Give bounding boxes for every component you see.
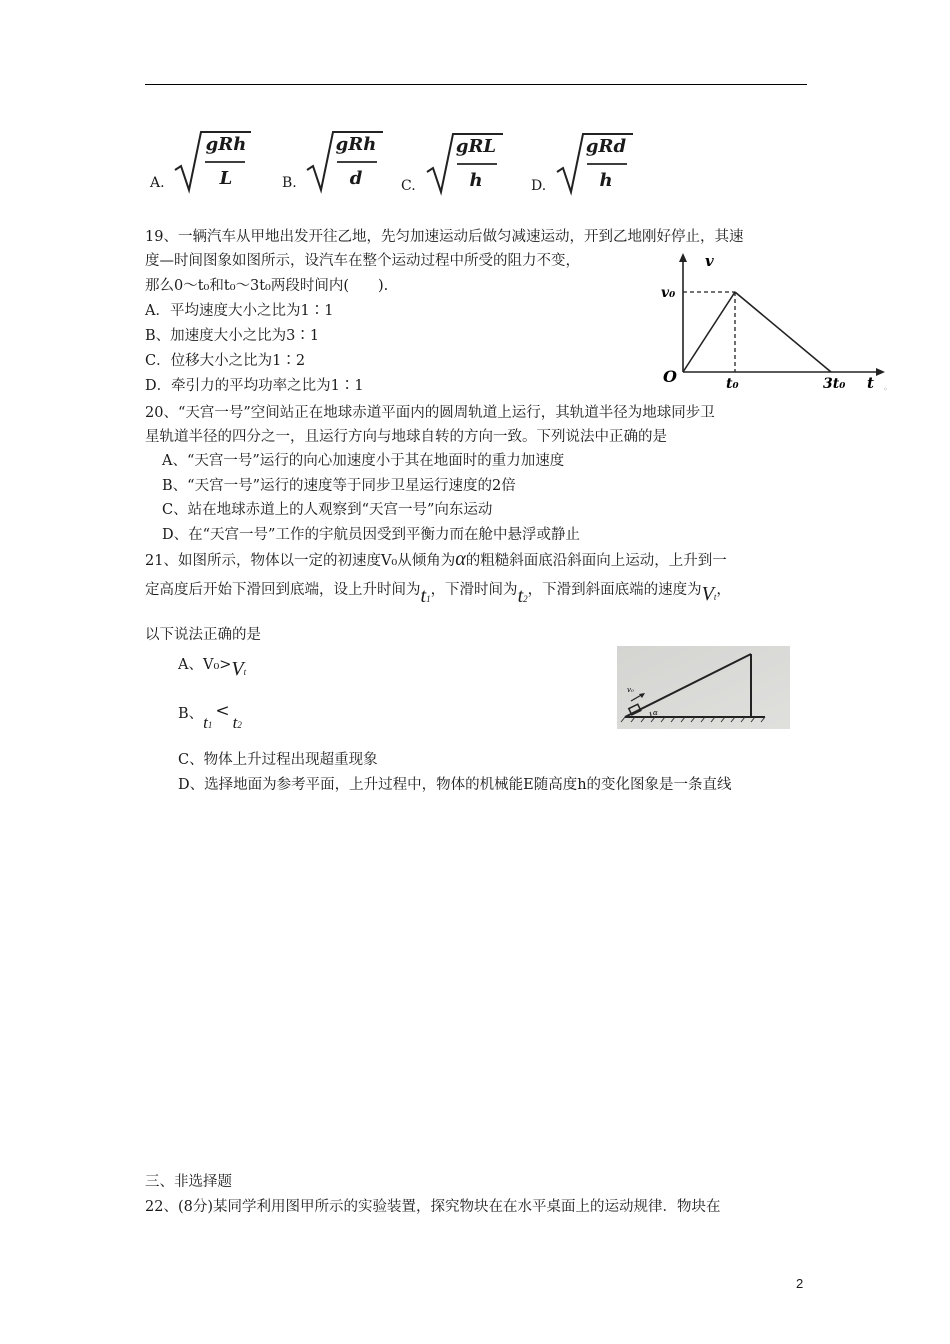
q19-line-3: 那么0～t₀和t₀～3t₀两段时间内( ). — [145, 278, 389, 294]
q21-option-c: C、物体上升过程出现超重现象 — [178, 752, 378, 768]
q21-line-1 — [145, 549, 727, 571]
graph-origin-label: O — [663, 367, 677, 386]
header-rule — [145, 84, 807, 85]
vt-graph — [655, 248, 895, 398]
vt-symbol: Vt — [701, 583, 717, 605]
graph-t0-label: t₀ — [726, 376, 739, 392]
q21-line-1b: 的粗糙斜面底沿斜面向上运动，上升到一 — [465, 553, 727, 569]
q19-option-a: A．平均速度大小之比为1∶1 — [145, 303, 334, 319]
q18-option-c-num: gRL — [455, 136, 497, 157]
q19-option-c: C．位移大小之比为1∶2 — [145, 353, 306, 369]
alpha-symbol: α — [455, 548, 466, 570]
q21-option-b — [178, 701, 242, 732]
q21-option-d: D、选择地面为参考平面，上升过程中，物体的机械能E随高度h的变化图象是一条直线 — [178, 777, 732, 793]
q21-option-a-vt: Vt — [231, 658, 247, 680]
graph-3t0-label: 3t₀ — [823, 376, 846, 392]
figure-v0-label: v₀ — [627, 686, 634, 694]
q21-line-2d: ， — [716, 582, 731, 598]
q18-option-d-den: h — [599, 170, 613, 191]
q22-line-1: 22、(8分)某同学利用图甲所示的实验装置，探究物块在在水平桌面上的运动规律．物块在 — [145, 1199, 721, 1215]
q18-option-d-num: gRd — [585, 136, 627, 157]
q20-option-a: A、“天宫一号”运行的向心加速度小于其在地面时的重力加速度 — [162, 453, 565, 469]
q19-line-1: 19、一辆汽车从甲地出发开往乙地，先匀加速运动后做匀减速运动，开到乙地刚好停止，其速 — [145, 229, 744, 245]
q21-option-b-t2: t2 — [232, 713, 242, 732]
q18-option-a-num: gRh — [205, 134, 247, 155]
q20-line-1: 20、“天宫一号”空间站正在地球赤道平面内的圆周轨道上运行，其轨道半径为地球同步卫 — [145, 405, 715, 421]
q21-line-3: 以下说法正确的是 — [145, 627, 261, 643]
q20-option-d: D、在“天宫一号”工作的宇航员因受到平衡力而在舱中悬浮或静止 — [162, 527, 580, 543]
q21-option-b-text: B、 — [178, 706, 204, 722]
q21-option-b-t1: t1 — [203, 713, 213, 732]
q20-option-c: C、站在地球赤道上的人观察到“天宫一号”向东运动 — [162, 502, 493, 518]
q18-option-b-den: d — [349, 168, 363, 189]
q21-line-2 — [145, 578, 731, 607]
q21-line-2a: 定高度后开始下滑回到底端，设上升时间为 — [145, 582, 421, 598]
q18-option-a-den: L — [219, 168, 233, 189]
q18-option-b-label: B. — [282, 175, 297, 191]
q21-option-a-text: A、V₀> — [178, 657, 232, 673]
q18-option-a-label: A. — [150, 175, 165, 191]
q19-option-d: D．牵引力的平均功率之比为1∶1 — [145, 378, 364, 394]
q21-option-a — [178, 653, 247, 680]
incline-figure — [617, 646, 790, 729]
q19-option-b: B、加速度大小之比为3∶1 — [145, 328, 320, 344]
less-than-symbol: < — [215, 701, 230, 721]
q20-option-b: B、“天宫一号”运行的速度等于同步卫星运行速度的2倍 — [162, 478, 516, 494]
graph-mark: ◦ — [883, 385, 888, 394]
page-number: 2 — [796, 1276, 804, 1291]
section-3-title: 三、非选择题 — [145, 1174, 232, 1190]
q18-option-b-num: gRh — [335, 134, 377, 155]
q19-line-2: 度—时间图象如图所示，设汽车在整个运动过程中所受的阻力不变， — [145, 253, 580, 269]
q20-line-2: 星轨道半径的四分之一，且运行方向与地球自转的方向一致。下列说法中正确的是 — [145, 429, 667, 445]
q21-line-1a: 21、如图所示，物体以一定的初速度V₀从倾角为 — [145, 553, 456, 569]
figure-angle-label: α — [653, 709, 658, 717]
q21-line-2c: ，下滑到斜面底端的速度为 — [527, 582, 702, 598]
graph-y-label: v — [705, 252, 714, 270]
q21-line-2b: ，下滑时间为 — [430, 582, 518, 598]
t1-symbol: t1 — [420, 585, 431, 607]
graph-v0-label: v₀ — [661, 285, 676, 301]
graph-x-label: t — [867, 374, 874, 392]
q18-option-c-den: h — [469, 170, 483, 191]
t2-symbol: t2 — [517, 585, 528, 607]
q18-option-c-label: C. — [401, 178, 416, 194]
q18-option-d-label: D. — [531, 178, 547, 194]
